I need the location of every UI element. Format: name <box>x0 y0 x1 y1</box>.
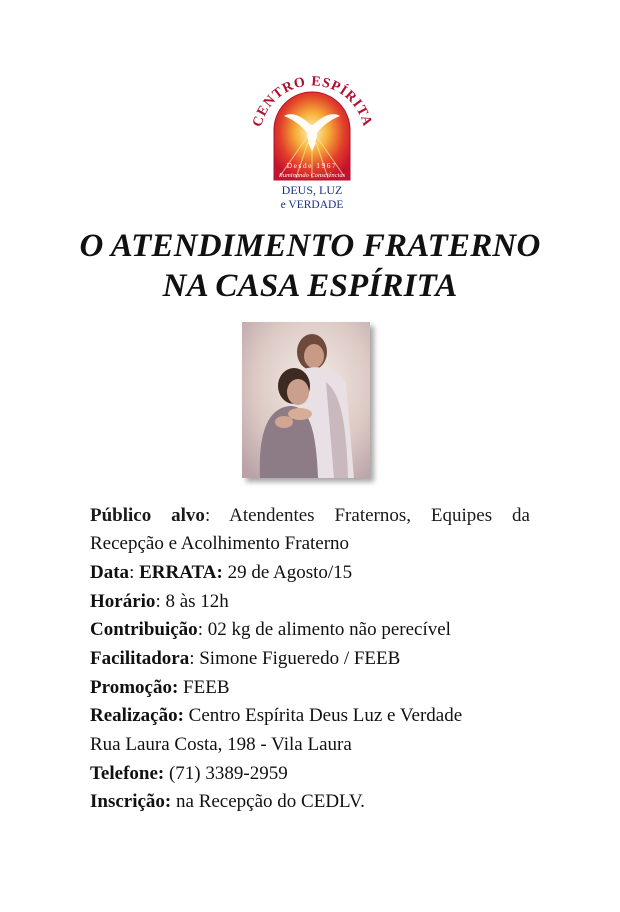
contribuicao-value: 02 kg de alimento não perecível <box>207 619 451 640</box>
title-line-2: NA CASA ESPÍRITA <box>162 268 458 304</box>
telefone-line <box>90 760 530 788</box>
data-label: Data <box>90 562 130 583</box>
publico-label: Público alvo <box>90 505 205 526</box>
realizacao-value: Centro Espírita Deus Luz e Verdade <box>188 705 463 726</box>
publico-value-line2: Recepção e Acolhimento Fraterno <box>90 533 350 554</box>
contribuicao-line: Contribuição: 02 kg de alimento não perecível <box>90 619 451 640</box>
endereco-line <box>90 731 530 759</box>
publico-alvo-line-2 <box>90 530 530 558</box>
logo-name-line2: e VERDADE <box>280 199 344 211</box>
inscricao-label: Inscrição: <box>90 791 172 812</box>
telefone-label: Telefone: <box>90 763 165 784</box>
logo-since: Desde 1967 <box>286 161 338 170</box>
promocao-value: FEEB <box>183 677 230 698</box>
contribuicao-label: Contribuição <box>90 619 198 640</box>
horario-label: Horário <box>90 591 156 612</box>
publico-value-line1: Atendentes Fraternos, Equipes da <box>229 505 530 526</box>
horario-value: 8 às 12h <box>165 591 229 612</box>
horario-line: Horário: 8 às 12h <box>90 591 229 612</box>
data-value: 29 de Agosto/15 <box>227 562 353 583</box>
logo-arc-text: CENTRO ESPÍRITA <box>250 74 375 129</box>
facilitadora-label: Facilitadora <box>90 648 190 669</box>
inscricao-value: na Recepção do CEDLV. <box>176 791 365 812</box>
realizacao-label: Realização: <box>90 705 184 726</box>
publico-alvo-line: Público alvo: Atendentes Fraternos, Equipes da <box>90 505 530 526</box>
facilitadora-value: Simone Figueredo / FEEB <box>199 648 401 669</box>
title-line-1: O ATENDIMENTO FRATERNO <box>79 228 541 264</box>
promocao-line <box>90 674 530 702</box>
telefone-value: (71) 3389-2959 <box>168 763 288 784</box>
realizacao-line <box>90 702 530 730</box>
facilitadora-line: Facilitadora: Simone Figueredo / FEEB <box>90 648 401 669</box>
centro-espirita-logo <box>250 68 375 218</box>
logo-motto: Iluminando Consciências <box>278 172 346 179</box>
logo-name-line1: DEUS, LUZ <box>281 183 343 197</box>
errata-label: ERRATA <box>139 562 217 583</box>
endereco-value: Rua Laura Costa, 198 - Vila Laura <box>90 734 352 755</box>
embrace-painting-image <box>242 322 370 478</box>
inscricao-line <box>90 788 530 816</box>
data-line: Data: ERRATA: 29 de Agosto/15 <box>90 562 353 583</box>
promocao-label: Promoção: <box>90 677 179 698</box>
